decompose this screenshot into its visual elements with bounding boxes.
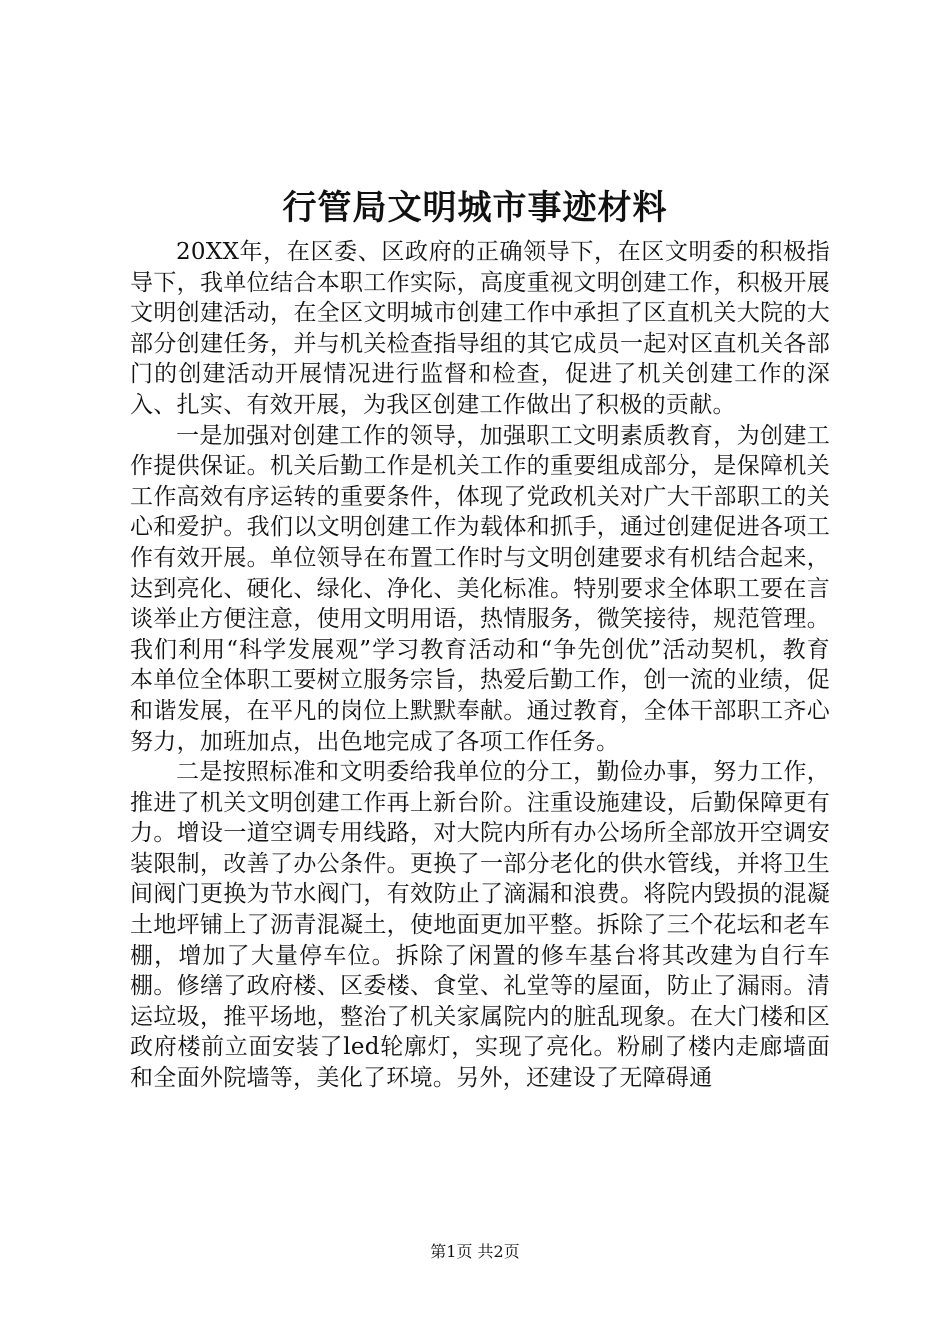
- document-title: 行管局文明城市事迹材料: [282, 188, 668, 228]
- page-number-footer: 第1页 共2页: [430, 1242, 520, 1261]
- paragraph-intro: 20XX年，在区委、区政府的正确领导下，在区文明委的积极指导下，我单位结合本职工作实际，高度重视文明创建工作，积极开展文明创建活动，在全区文明城市创建工作中承担了区直机关大院的大部分创建任务，并与机关检查指导组的其它成员一起对区直机关各部门的创建活动开展情况进行监督和检查，促进了机关创建工作的深入、扎实、有效开展，为我区创建工作做出了积极的贡献。: [130, 239, 830, 418]
- document-body: [130, 237, 830, 1094]
- paragraph-point-two: 二是按照标准和文明委给我单位的分工，勤俭办事，努力工作，推进了机关文明创建工作再上新台阶。注重设施建设，后勤保障更有力。增设一道空调专用线路，对大院内所有办公场所全部放开空调安装限制，改善了办公条件。更换了一部分老化的供水管线，并将卫生间阀门更换为节水阀门，有效防止了滴漏和浪费。将院内毁损的混凝土地坪铺上了沥青混凝土，使地面更加平整。拆除了三个花坛和老车棚，增加了大量停车位。拆除了闲置的修车基台将其改建为自行车棚。修缮了政府楼、区委楼、食堂、礼堂等的屋面，防止了漏雨。清运垃圾，推平场地，整治了机关家属院内的脏乱现象。在大门楼和区政府楼前立面安装了led轮廓灯，实现了亮化。粉刷了楼内走廊墙面和全面外院墙等，美化了环境。另外，还建设了无障碍通: [130, 759, 830, 1092]
- paragraph-point-one: 一是加强对创建工作的领导，加强职工文明素质教育，为创建工作提供保证。机关后勤工作是机关工作的重要组成部分，是保障机关工作高效有序运转的重要条件，体现了党政机关对广大干部职工的关心和爱护。我们以文明创建工作为载体和抓手，通过创建促进各项工作有效开展。单位领导在布置工作时与文明创建要求有机结合起来，达到亮化、硬化、绿化、净化、美化标准。特别要求全体职工要在言谈举止方便注意，使用文明用语，热情服务，微笑接待，规范管理。我们利用“科学发展观”学习教育活动和“争先创优”活动契机，教育本单位全体职工要树立服务宗旨，热爱后勤工作，创一流的业绩，促和谐发展，在平凡的岗位上默默奉献。通过教育，全体干部职工齐心努力，加班加点，出色地完成了各项工作任务。: [130, 422, 830, 755]
